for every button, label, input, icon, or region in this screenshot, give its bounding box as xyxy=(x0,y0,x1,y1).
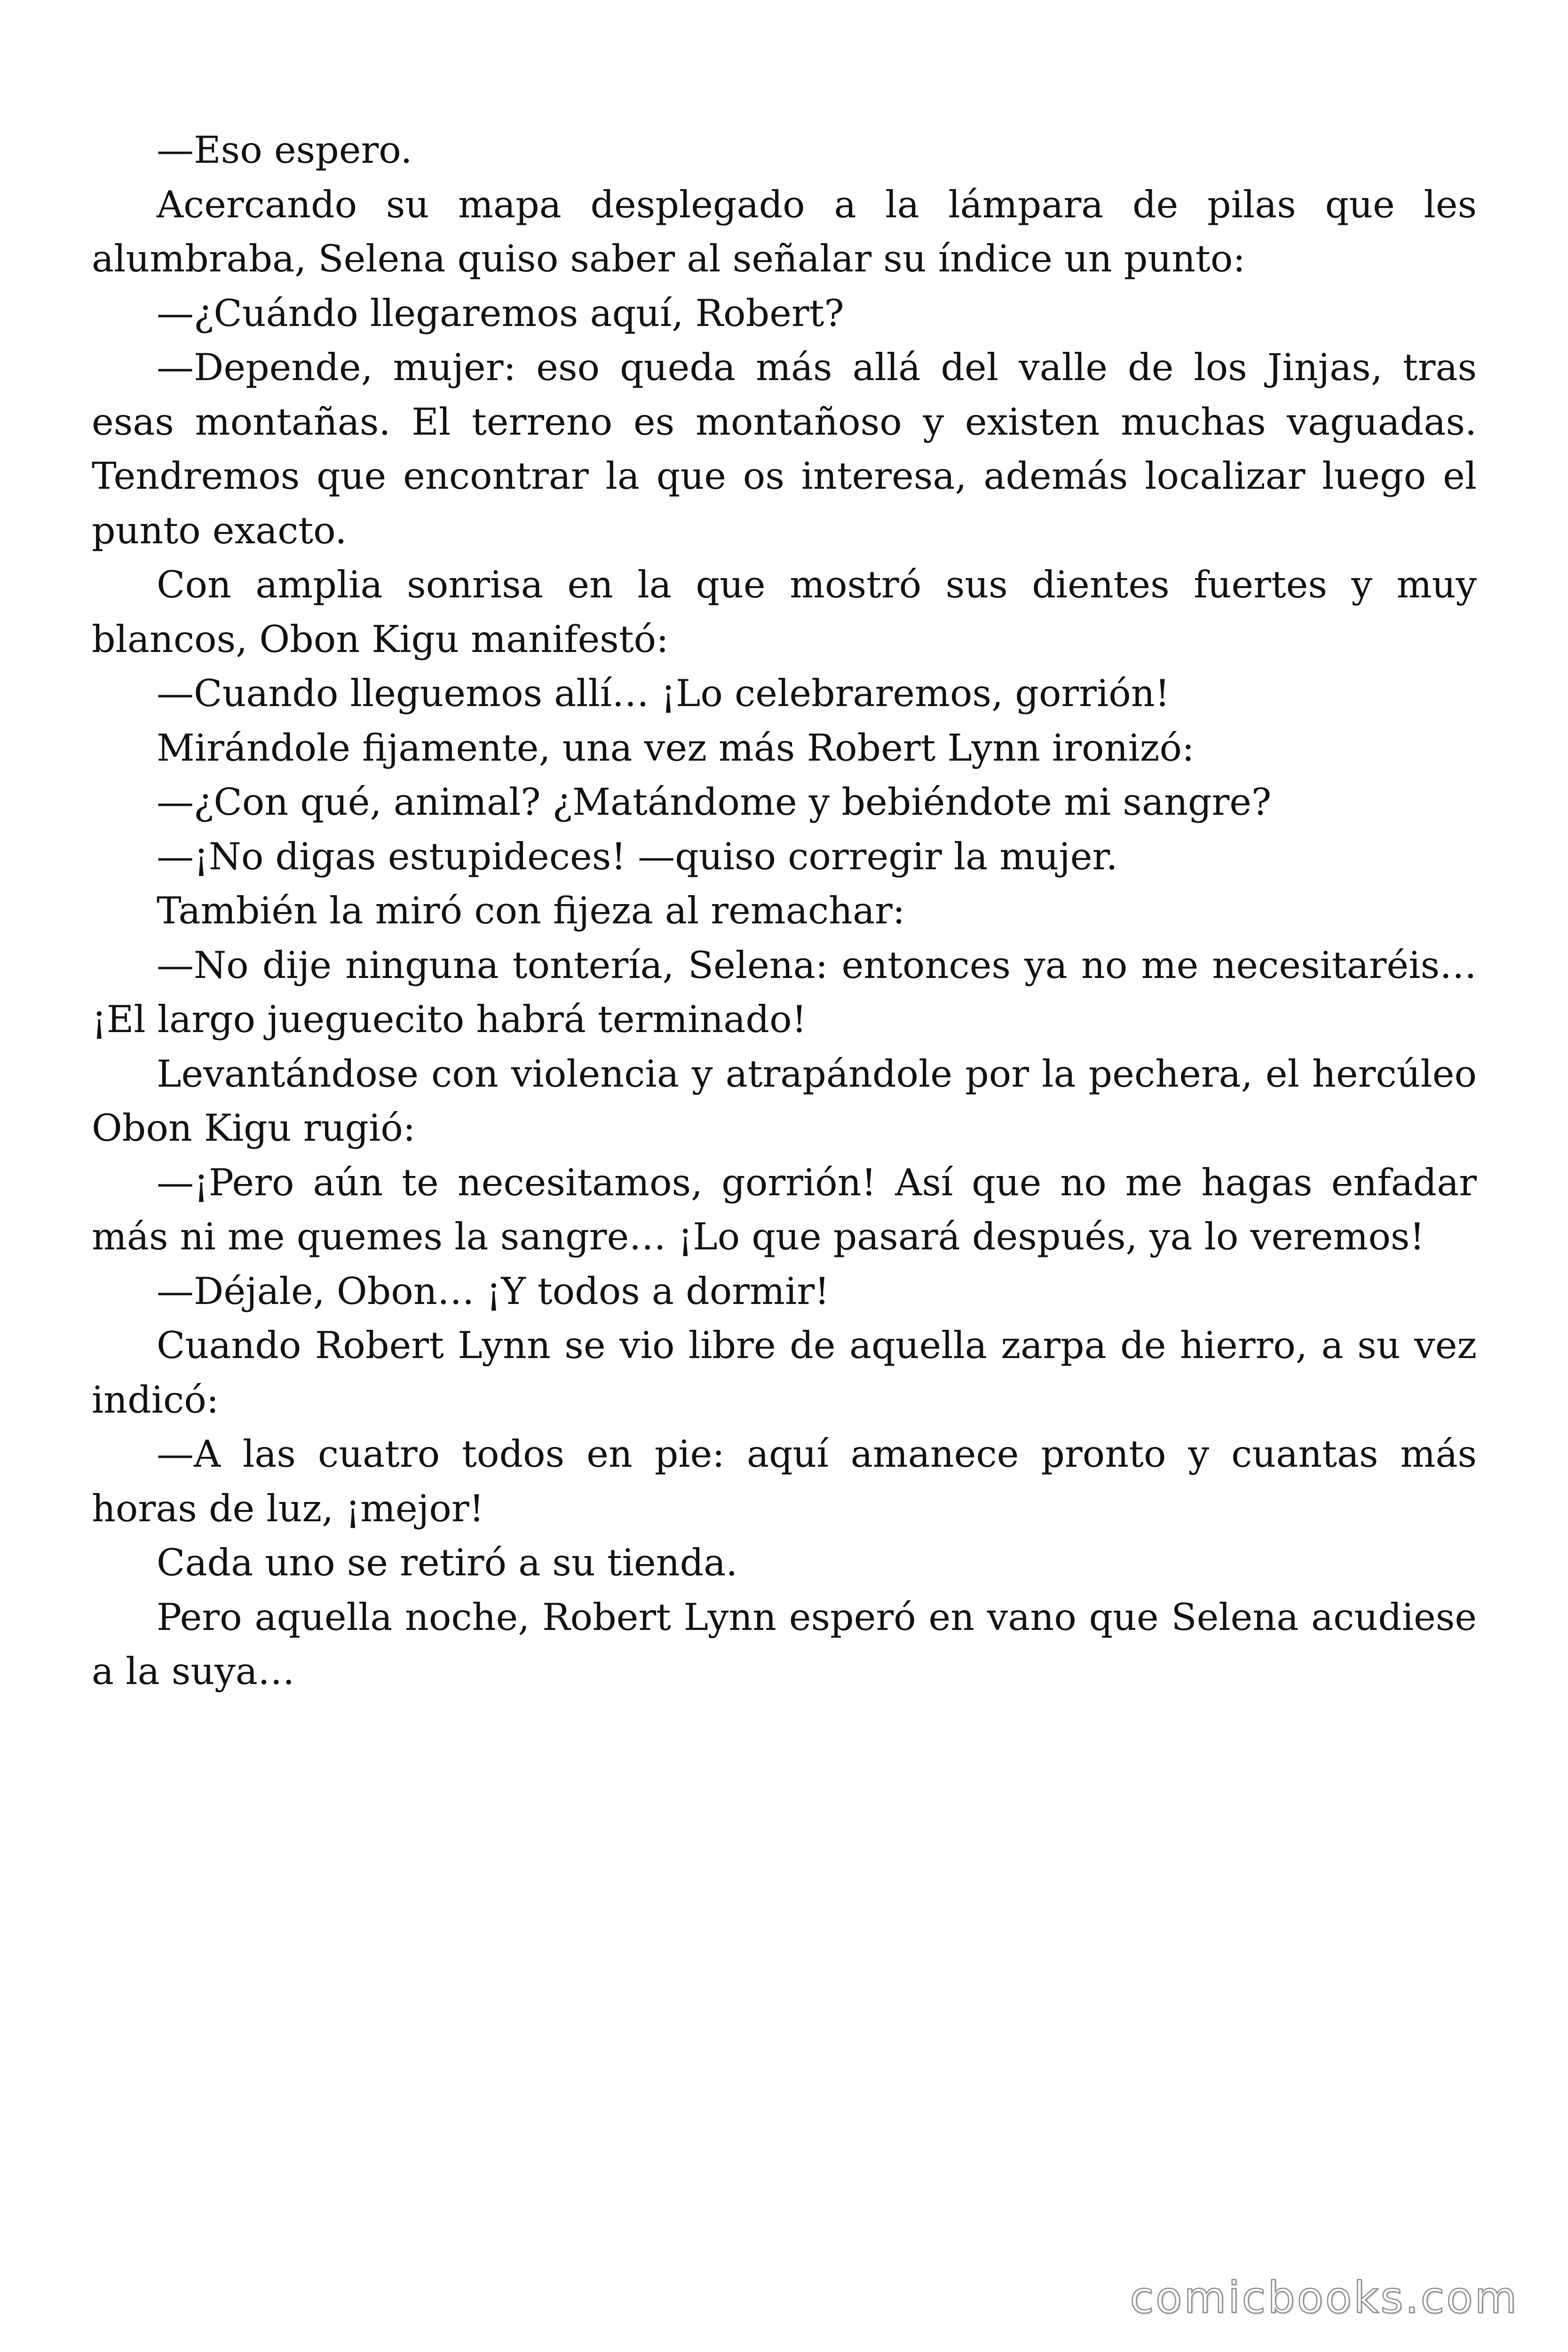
paragraph: Levantándose con violencia y atrapándole por la pechera, el hercúleo Obon Kigu rugió: xyxy=(92,1052,1477,1150)
paragraph: —No dije ninguna tontería, Selena: entonces ya no me necesitaréis… ¡El largo jueguecito habrá terminado! xyxy=(92,943,1477,1041)
paragraph: —Eso espero. xyxy=(157,128,412,172)
paragraph: También la miró con fijeza al remachar: xyxy=(157,889,905,932)
paragraph: —Cuando lleguemos allí… ¡Lo celebraremos, gorrión! xyxy=(157,672,1170,715)
paragraph: —Déjale, Obon… ¡Y todos a dormir! xyxy=(157,1269,830,1313)
paragraph: Mirándole fijamente, una vez más Robert Lynn ironizó: xyxy=(157,726,1195,770)
paragraph: Con amplia sonrisa en la que mostró sus dientes fuertes y muy blancos, Obon Kigu manifestó: xyxy=(92,563,1477,661)
paragraph: —Depende, mujer: eso queda más allá del valle de los Jinjas, tras esas montañas. El terreno es montañoso y existen muchas vaguadas. Tendremos que encontrar la que os interesa, además localizar luego el punto exacto. xyxy=(92,346,1477,552)
page-body xyxy=(92,123,1477,1699)
paragraph: Pero aquella noche, Robert Lynn esperó en vano que Selena acudiese a la suya… xyxy=(92,1595,1477,1693)
paragraph: —¡Pero aún te necesitamos, gorrión! Así que no me hagas enfadar más ni me quemes la sangre… ¡Lo que pasará después, ya lo veremos! xyxy=(92,1160,1477,1258)
paragraph: —¿Cuándo llegaremos aquí, Robert? xyxy=(157,291,844,335)
paragraph: Acercando su mapa desplegado a la lámpara de pilas que les alumbraba, Selena quiso saber al señalar su índice un punto: xyxy=(92,183,1477,280)
paragraph: —¡No digas estupideces! —quiso corregir la mujer. xyxy=(157,834,1118,878)
paragraph: Cada uno se retiró a su tienda. xyxy=(157,1541,738,1584)
paragraph: Cuando Robert Lynn se vio libre de aquella zarpa de hierro, a su vez indicó: xyxy=(92,1324,1477,1422)
paragraph: —¿Con qué, animal? ¿Matándome y bebiéndote mi sangre? xyxy=(157,780,1272,824)
paragraph: —A las cuatro todos en pie: aquí amanece pronto y cuantas más horas de luz, ¡mejor! xyxy=(92,1432,1477,1530)
watermark: comicbooks.com xyxy=(1130,2273,1519,2323)
